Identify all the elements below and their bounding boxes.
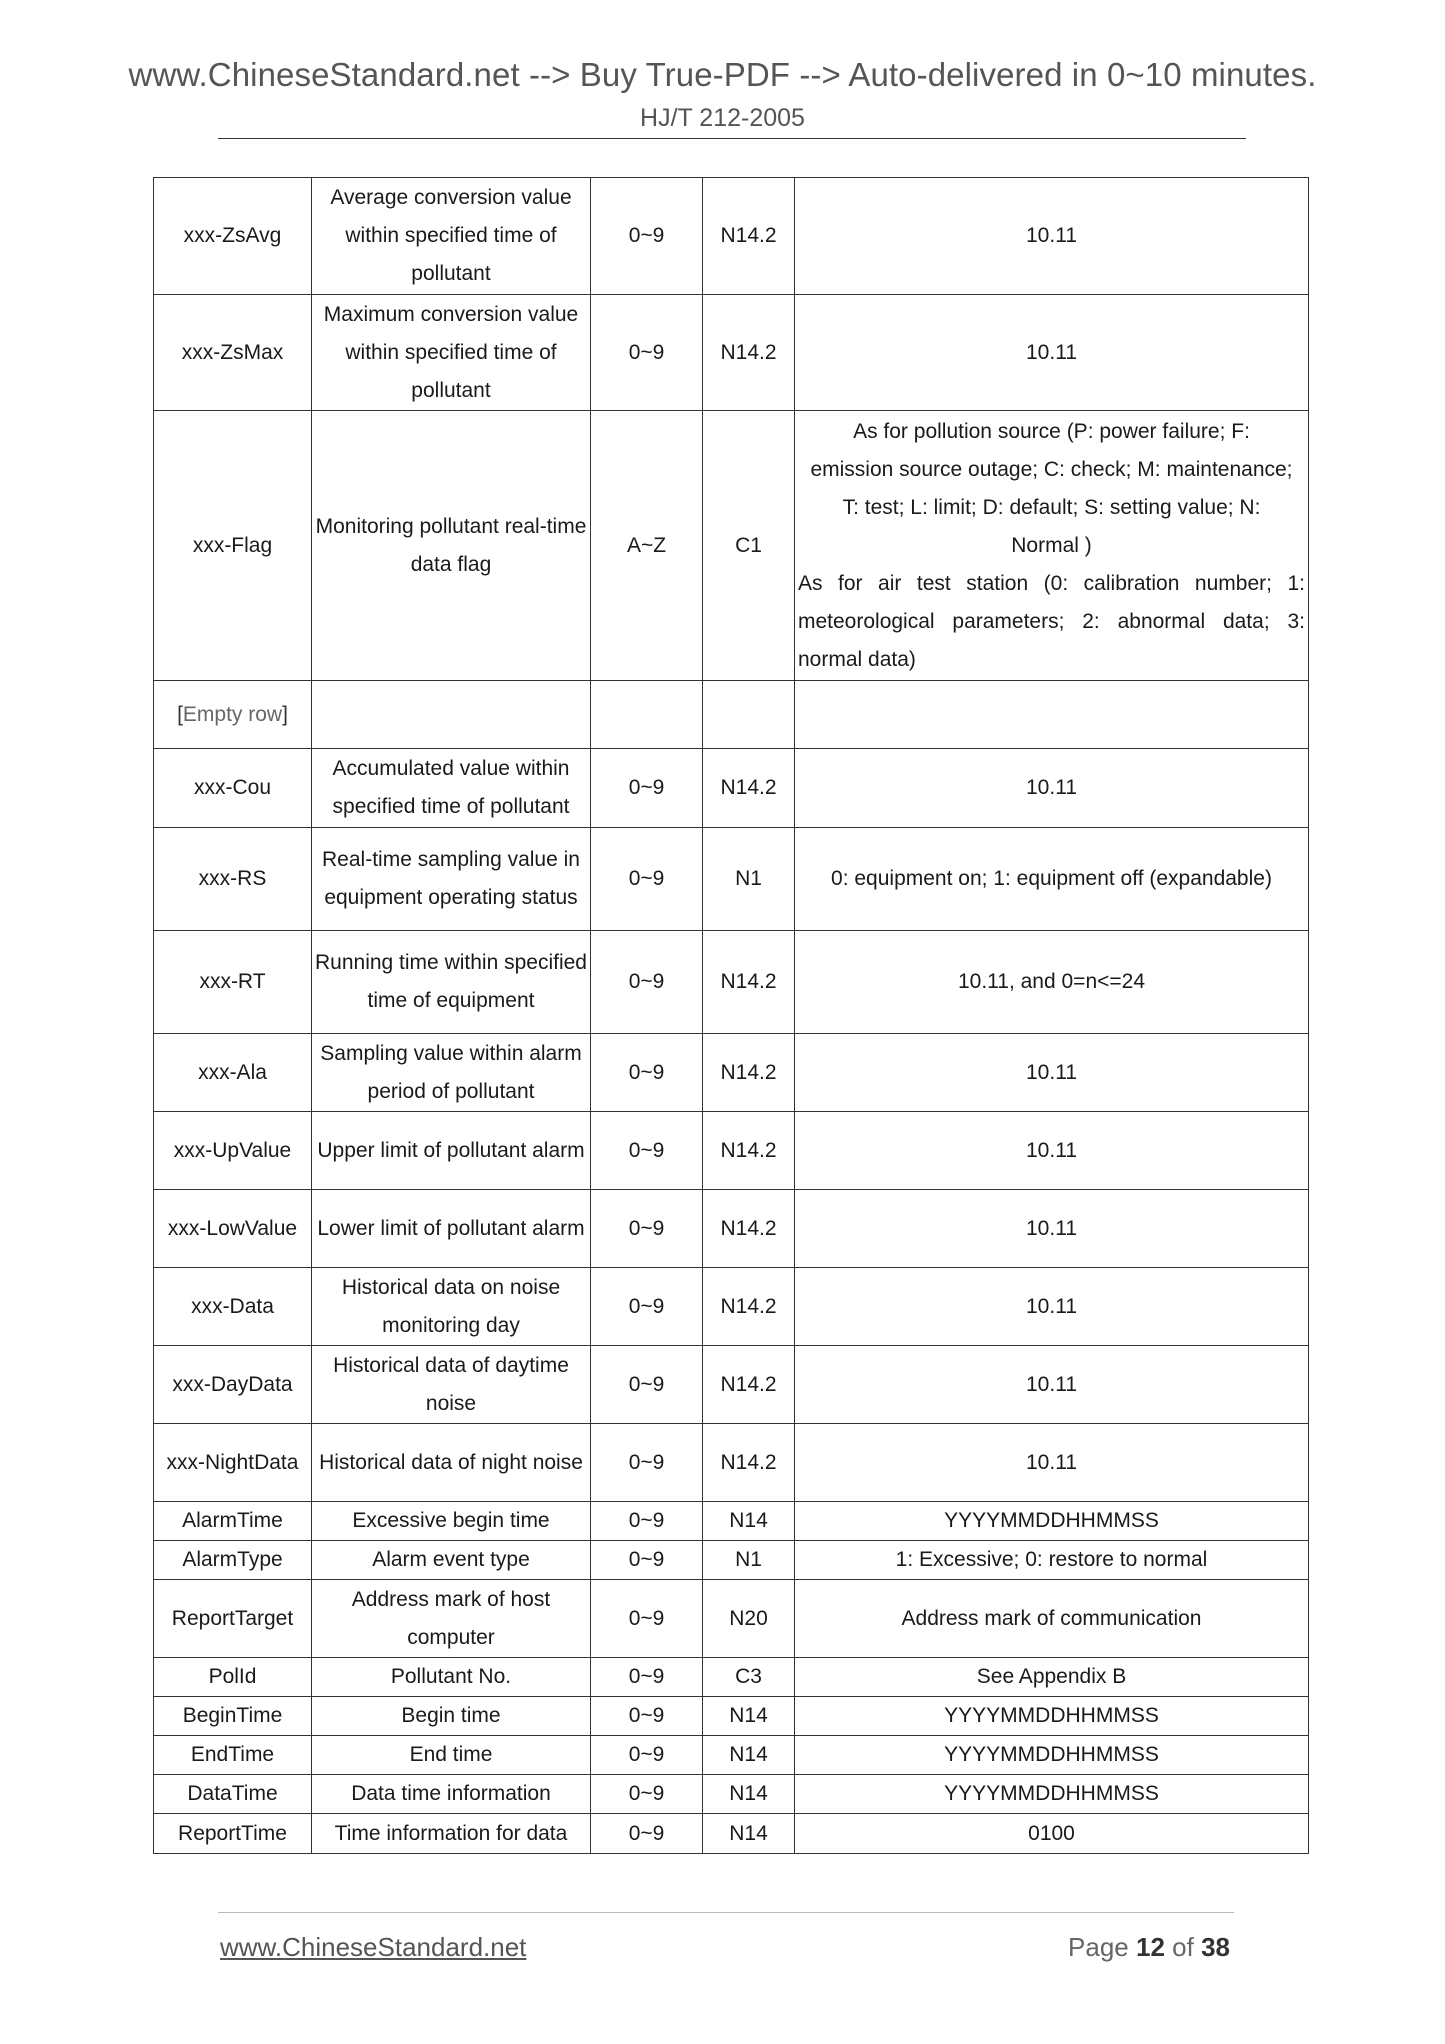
field-description: Excessive begin time (312, 1502, 591, 1541)
field-code: xxx-ZsMax (154, 295, 312, 411)
table-row (154, 1190, 1309, 1268)
field-remark: 10.11 (795, 1034, 1309, 1112)
field-range: 0~9 (591, 1775, 703, 1814)
table-row (154, 828, 1309, 931)
field-range: 0~9 (591, 1502, 703, 1541)
field-range: 0~9 (591, 1112, 703, 1190)
field-code: xxx-UpValue (154, 1112, 312, 1190)
field-type: N14.2 (703, 749, 795, 828)
field-description: Data time information (312, 1775, 591, 1814)
field-type: N14 (703, 1502, 795, 1541)
remark-line: normal data) (798, 647, 916, 671)
remark-line: T: test; L: limit; D: default; S: setting value; N: (842, 495, 1261, 519)
field-description: Average conversion value within specified time of pollutant (312, 178, 591, 295)
table-row (154, 1697, 1309, 1736)
field-type: N1 (703, 828, 795, 931)
field-range: 0~9 (591, 1268, 703, 1346)
field-description: Real-time sampling value in equipment operating status (312, 828, 591, 931)
field-description: Alarm event type (312, 1541, 591, 1580)
field-remark: 10.11 (795, 1190, 1309, 1268)
field-remark: 10.11 (795, 1268, 1309, 1346)
table-row (154, 1502, 1309, 1541)
field-range: 0~9 (591, 1346, 703, 1424)
field-description: Monitoring pollutant real-time data flag (312, 411, 591, 681)
field-type: N14.2 (703, 1034, 795, 1112)
field-type: N14.2 (703, 1268, 795, 1346)
table-row (154, 749, 1309, 828)
field-code: xxx-LowValue (154, 1190, 312, 1268)
table-row (154, 1814, 1309, 1854)
field-code: xxx-Flag (154, 411, 312, 681)
field-description: Historical data of daytime noise (312, 1346, 591, 1424)
field-type: C1 (703, 411, 795, 681)
field-remark: 10.11 (795, 749, 1309, 828)
header-divider (218, 138, 1246, 139)
field-description: Lower limit of pollutant alarm (312, 1190, 591, 1268)
table-row (154, 1268, 1309, 1346)
field-description: Historical data of night noise (312, 1424, 591, 1502)
field-code: DataTime (154, 1775, 312, 1814)
field-code: BeginTime (154, 1697, 312, 1736)
empty-cell (312, 681, 591, 749)
field-type: N1 (703, 1541, 795, 1580)
field-remark: 10.11 (795, 1346, 1309, 1424)
field-type: N14.2 (703, 295, 795, 411)
empty-cell (795, 681, 1309, 749)
field-type: N20 (703, 1580, 795, 1658)
field-range: 0~9 (591, 931, 703, 1034)
table-row-empty (154, 681, 1309, 749)
field-code: xxx-RS (154, 828, 312, 931)
page-word: Page (1068, 1932, 1129, 1962)
field-code: xxx-DayData (154, 1346, 312, 1424)
field-code: xxx-Cou (154, 749, 312, 828)
table-row (154, 1775, 1309, 1814)
field-remark: 10.11, and 0=n<=24 (795, 931, 1309, 1034)
field-remark: YYYYMMDDHHMMSS (795, 1775, 1309, 1814)
field-remark: See Appendix B (795, 1658, 1309, 1697)
field-type: N14.2 (703, 1112, 795, 1190)
table-row (154, 1424, 1309, 1502)
field-remark: 1: Excessive; 0: restore to normal (795, 1541, 1309, 1580)
remark-line: As for air test station (0: calibration number; 1: (798, 571, 1305, 595)
field-description: Begin time (312, 1697, 591, 1736)
field-type: N14.2 (703, 178, 795, 295)
field-remark: YYYYMMDDHHMMSS (795, 1502, 1309, 1541)
field-code: PolId (154, 1658, 312, 1697)
field-description: End time (312, 1736, 591, 1775)
field-type: C3 (703, 1658, 795, 1697)
table-row (154, 1580, 1309, 1658)
field-type: N14 (703, 1775, 795, 1814)
field-range: 0~9 (591, 749, 703, 828)
field-code: xxx-Data (154, 1268, 312, 1346)
field-code: ReportTime (154, 1814, 312, 1854)
field-spec-table (153, 177, 1309, 1854)
field-range: 0~9 (591, 178, 703, 295)
table-row (154, 1112, 1309, 1190)
field-remark (795, 411, 1309, 681)
remark-line: Normal ) (1011, 533, 1092, 557)
field-code: xxx-RT (154, 931, 312, 1034)
remark-line: meteorological parameters; 2: abnormal data; 3: (798, 609, 1305, 633)
field-remark: Address mark of communication (795, 1580, 1309, 1658)
field-description: Historical data on noise monitoring day (312, 1268, 591, 1346)
field-range: A~Z (591, 411, 703, 681)
field-range: 0~9 (591, 1658, 703, 1697)
field-range: 0~9 (591, 1814, 703, 1854)
page-number: 12 (1136, 1932, 1165, 1962)
table-row (154, 931, 1309, 1034)
field-code: xxx-ZsAvg (154, 178, 312, 295)
field-description: Maximum conversion value within specified time of pollutant (312, 295, 591, 411)
field-remark: 10.11 (795, 295, 1309, 411)
remark-line: emission source outage; C: check; M: maintenance; (810, 457, 1293, 481)
table-row (154, 1346, 1309, 1424)
field-type: N14 (703, 1814, 795, 1854)
header-banner: www.ChineseStandard.net --> Buy True-PDF --> Auto-delivered in 0~10 minutes. (128, 56, 1317, 93)
field-type: N14 (703, 1697, 795, 1736)
field-remark: 10.11 (795, 1424, 1309, 1502)
field-type: N14.2 (703, 1190, 795, 1268)
page-indicator (1068, 1932, 1230, 1963)
field-range: 0~9 (591, 1424, 703, 1502)
field-type: N14.2 (703, 931, 795, 1034)
field-range: 0~9 (591, 1580, 703, 1658)
field-range: 0~9 (591, 1034, 703, 1112)
field-code: xxx-NightData (154, 1424, 312, 1502)
field-code: EndTime (154, 1736, 312, 1775)
field-code: xxx-Ala (154, 1034, 312, 1112)
field-code: AlarmTime (154, 1502, 312, 1541)
field-remark: 10.11 (795, 1112, 1309, 1190)
field-description: Running time within specified time of equipment (312, 931, 591, 1034)
field-description: Address mark of host computer (312, 1580, 591, 1658)
empty-row-label: [Empty row] (154, 681, 312, 749)
table-row (154, 1736, 1309, 1775)
table-row (154, 178, 1309, 295)
field-range: 0~9 (591, 828, 703, 931)
field-type: N14.2 (703, 1424, 795, 1502)
field-range: 0~9 (591, 1190, 703, 1268)
field-description: Sampling value within alarm period of pollutant (312, 1034, 591, 1112)
field-remark: 0: equipment on; 1: equipment off (expandable) (795, 828, 1309, 931)
field-description: Accumulated value within specified time of pollutant (312, 749, 591, 828)
page-total: 38 (1201, 1932, 1230, 1962)
field-range: 0~9 (591, 1736, 703, 1775)
field-remark: YYYYMMDDHHMMSS (795, 1736, 1309, 1775)
field-description: Upper limit of pollutant alarm (312, 1112, 591, 1190)
field-code: AlarmType (154, 1541, 312, 1580)
field-range: 0~9 (591, 1697, 703, 1736)
standard-code: HJ/T 212-2005 (640, 104, 805, 132)
table-row (154, 411, 1309, 681)
remark-line: As for pollution source (P: power failure; F: (853, 419, 1250, 443)
empty-cell (591, 681, 703, 749)
table-row (154, 295, 1309, 411)
field-code: ReportTarget (154, 1580, 312, 1658)
field-description: Time information for data (312, 1814, 591, 1854)
field-type: N14.2 (703, 1346, 795, 1424)
table-row (154, 1034, 1309, 1112)
of-word: of (1172, 1932, 1194, 1962)
field-type: N14 (703, 1736, 795, 1775)
field-range: 0~9 (591, 1541, 703, 1580)
table-row (154, 1658, 1309, 1697)
field-remark: YYYYMMDDHHMMSS (795, 1697, 1309, 1736)
field-remark: 10.11 (795, 178, 1309, 295)
footer-divider (218, 1912, 1234, 1913)
table-row (154, 1541, 1309, 1580)
field-remark: 0100 (795, 1814, 1309, 1854)
empty-cell (703, 681, 795, 749)
field-range: 0~9 (591, 295, 703, 411)
field-description: Pollutant No. (312, 1658, 591, 1697)
footer-site-link[interactable]: www.ChineseStandard.net (220, 1932, 527, 1962)
